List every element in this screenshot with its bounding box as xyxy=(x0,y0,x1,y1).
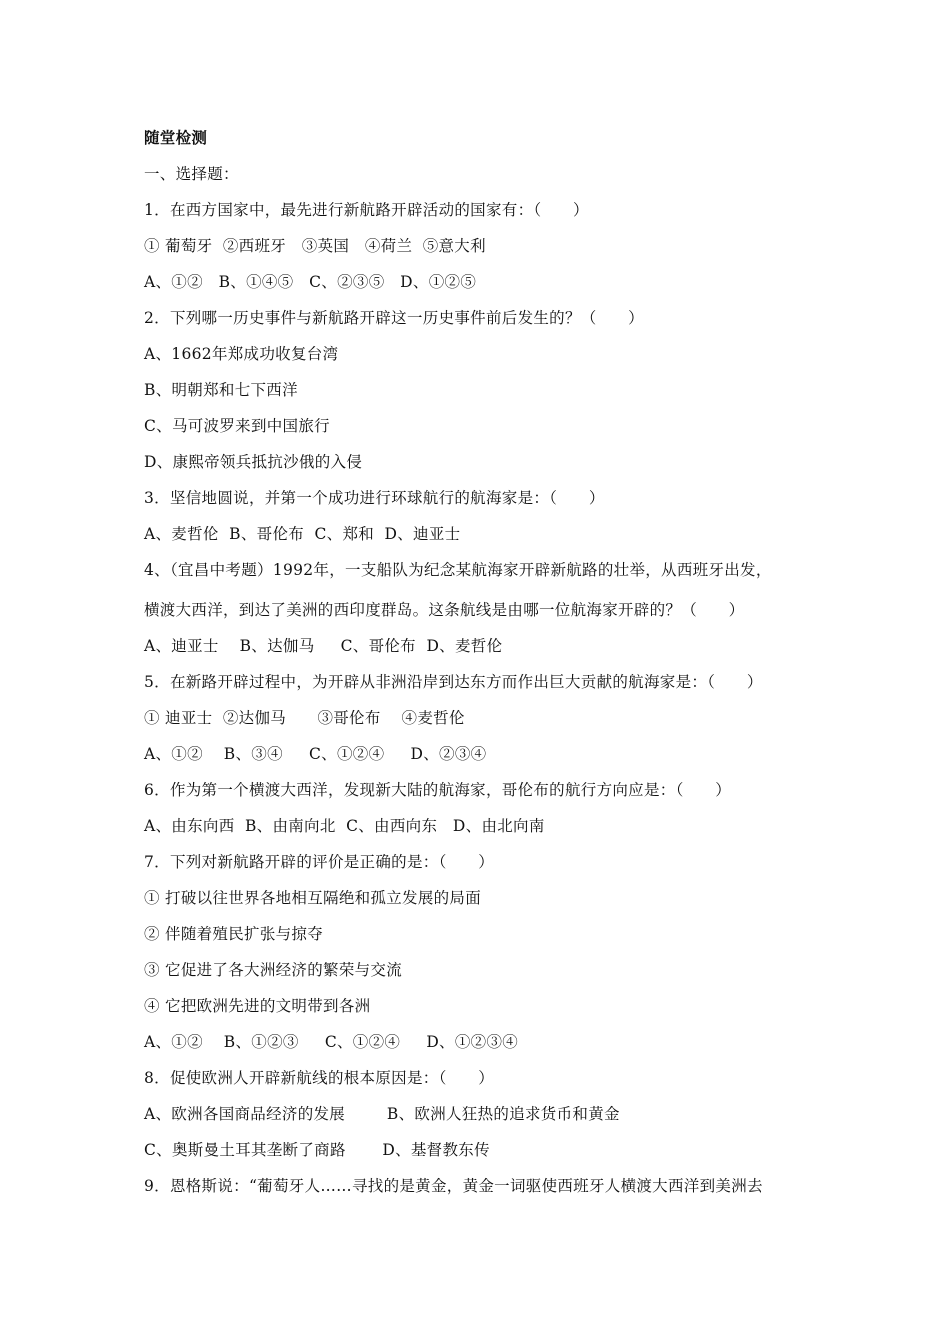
question-5-choices: A、①② B、③④ C、①②④ D、②③④ xyxy=(144,745,487,763)
question-2: 2．下列哪一历史事件与新航路开辟这一历史事件前后发生的？（ ） xyxy=(144,309,644,327)
page-title: 随堂检测 xyxy=(144,129,208,147)
question-3: 3．坚信地圆说，并第一个成功进行环球航行的航海家是：（ ） xyxy=(144,489,605,507)
question-7-option-1: ① 打破以往世界各地相互隔绝和孤立发展的局面 xyxy=(144,889,482,907)
question-4: 4、（宜昌中考题）1992年，一支船队为纪念某航海家开辟新航路的壮举，从西班牙出发， xyxy=(144,561,772,579)
question-2-choice-b: B、明朝郑和七下西洋 xyxy=(144,381,298,399)
question-8: 8．促使欧洲人开辟新航线的根本原因是：（ ） xyxy=(144,1069,495,1087)
question-6: 6．作为第一个横渡大西洋，发现新大陆的航海家，哥伦布的航行方向应是：（ ） xyxy=(144,781,732,799)
question-7-option-3: ③ 它促进了各大洲经济的繁荣与交流 xyxy=(144,961,403,979)
question-1-choices: A、①② B、①④⑤ C、②③⑤ D、①②⑤ xyxy=(144,273,477,291)
question-8-choices-ab: A、欧洲各国商品经济的发展 B、欧洲人狂热的追求货币和黄金 xyxy=(144,1105,620,1123)
question-7-option-2: ② 伴随着殖民扩张与掠夺 xyxy=(144,925,324,943)
question-2-choice-c: C、马可波罗来到中国旅行 xyxy=(144,417,330,435)
question-7-choices: A、①② B、①②③ C、①②④ D、①②③④ xyxy=(144,1033,519,1051)
question-2-choice-a: A、1662年郑成功收复台湾 xyxy=(144,345,339,363)
question-2-choice-d: D、康熙帝领兵抵抗沙俄的入侵 xyxy=(144,453,363,471)
question-3-choices: A、麦哲伦 B、哥伦布 C、郑和 D、迪亚士 xyxy=(144,525,461,543)
question-5: 5．在新路开辟过程中，为开辟从非洲沿岸到达东方而作出巨大贡献的航海家是：（ ） xyxy=(144,673,763,691)
question-1: 1．在西方国家中，最先进行新航路开辟活动的国家有：（ ） xyxy=(144,201,589,219)
question-4-choices: A、迪亚士 B、达伽马 C、哥伦布 D、麦哲伦 xyxy=(144,637,503,655)
question-6-choices: A、由东向西 B、由南向北 C、由西向东 D、由北向南 xyxy=(144,817,545,835)
question-5-options: ① 迪亚士 ②达伽马 ③哥伦布 ④麦哲伦 xyxy=(144,709,465,727)
question-7: 7．下列对新航路开辟的评价是正确的是：（ ） xyxy=(144,853,495,871)
question-1-options: ① 葡萄牙 ②西班牙 ③英国 ④荷兰 ⑤意大利 xyxy=(144,237,486,255)
question-7-option-4: ④ 它把欧洲先进的文明带到各洲 xyxy=(144,997,371,1015)
section-heading: 一、选择题： xyxy=(144,165,239,183)
question-8-choices-cd: C、奥斯曼土耳其垄断了商路 D、基督教东传 xyxy=(144,1141,490,1159)
question-9: 9．恩格斯说：“葡萄牙人……寻找的是黄金，黄金一词驱使西班牙人横渡大西洋到美洲去 xyxy=(144,1177,763,1195)
question-4-continued: 横渡大西洋，到达了美洲的西印度群岛。这条航线是由哪一位航海家开辟的？（ ） xyxy=(144,601,745,619)
